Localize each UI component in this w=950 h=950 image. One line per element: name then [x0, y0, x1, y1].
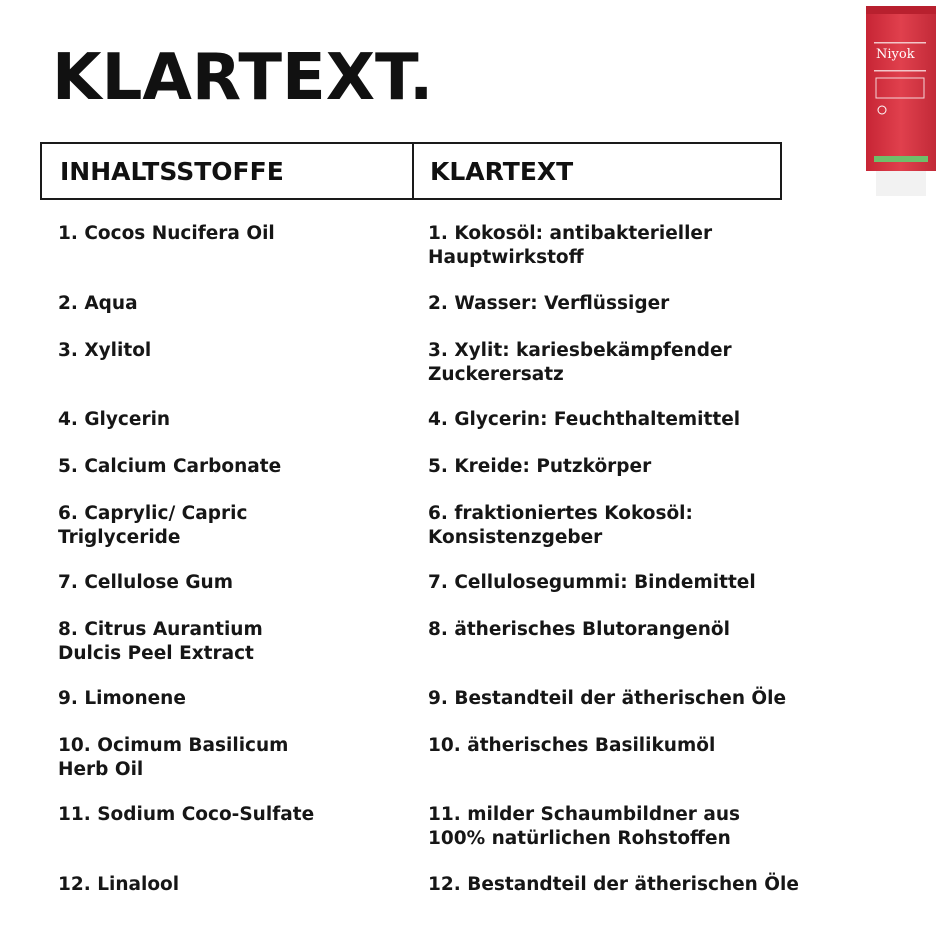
table-header — [40, 142, 782, 200]
product-image — [866, 6, 936, 196]
product-brand: Niyok — [876, 47, 915, 62]
header-ingredients: INHALTSSTOFFE — [42, 144, 414, 198]
ingredient-cell: 6. Caprylic/ Capric Triglyceride — [58, 503, 248, 548]
klartext-cell: 5. Kreide: Putzkörper — [428, 456, 652, 477]
klartext-cell: 3. Xylit: kariesbekämpfender Zuckerersatz — [428, 340, 732, 385]
ingredient-cell: 8. Citrus Aurantium Dulcis Peel Extract — [58, 619, 263, 664]
ingredient-cell: 5. Calcium Carbonate — [58, 456, 282, 477]
klartext-cell: 1. Kokosöl: antibakterieller Hauptwirkstoff — [428, 223, 713, 268]
ingredient-cell: 3. Xylitol — [58, 340, 152, 361]
ingredient-cell: 12. Linalool — [58, 874, 180, 895]
tube-icon — [866, 6, 936, 196]
klartext-cell: 4. Glycerin: Feuchthaltemittel — [428, 409, 741, 430]
klartext-cell: 10. ätherisches Basilikumöl — [428, 735, 716, 756]
header-klartext: KLARTEXT — [430, 156, 574, 186]
ingredient-cell: 11. Sodium Coco-Sulfate — [58, 804, 315, 825]
ingredient-cell: 10. Ocimum Basilicum Herb Oil — [58, 735, 289, 780]
klartext-cell: 8. ätherisches Blutorangenöl — [428, 619, 730, 640]
page-title: KLARTEXT. — [52, 41, 434, 115]
klartext-cell: 12. Bestandteil der ätherischen Öle — [428, 874, 799, 895]
ingredient-cell: 1. Cocos Nucifera Oil — [58, 223, 275, 244]
klartext-cell: 2. Wasser: Verflüssiger — [428, 293, 670, 314]
klartext-cell: 9. Bestandteil der ätherischen Öle — [428, 688, 787, 709]
ingredient-cell: 7. Cellulose Gum — [58, 572, 234, 593]
ingredient-cell: 9. Limonene — [58, 688, 186, 709]
klartext-cell: 7. Cellulosegummi: Bindemittel — [428, 572, 756, 593]
ingredient-cell: 4. Glycerin — [58, 409, 171, 430]
ingredient-cell: 2. Aqua — [58, 293, 138, 314]
klartext-cell: 11. milder Schaumbildner aus 100% natürlichen Rohstoffen — [428, 804, 741, 849]
klartext-cell: 6. fraktioniertes Kokosöl: Konsistenzgeber — [428, 503, 693, 548]
